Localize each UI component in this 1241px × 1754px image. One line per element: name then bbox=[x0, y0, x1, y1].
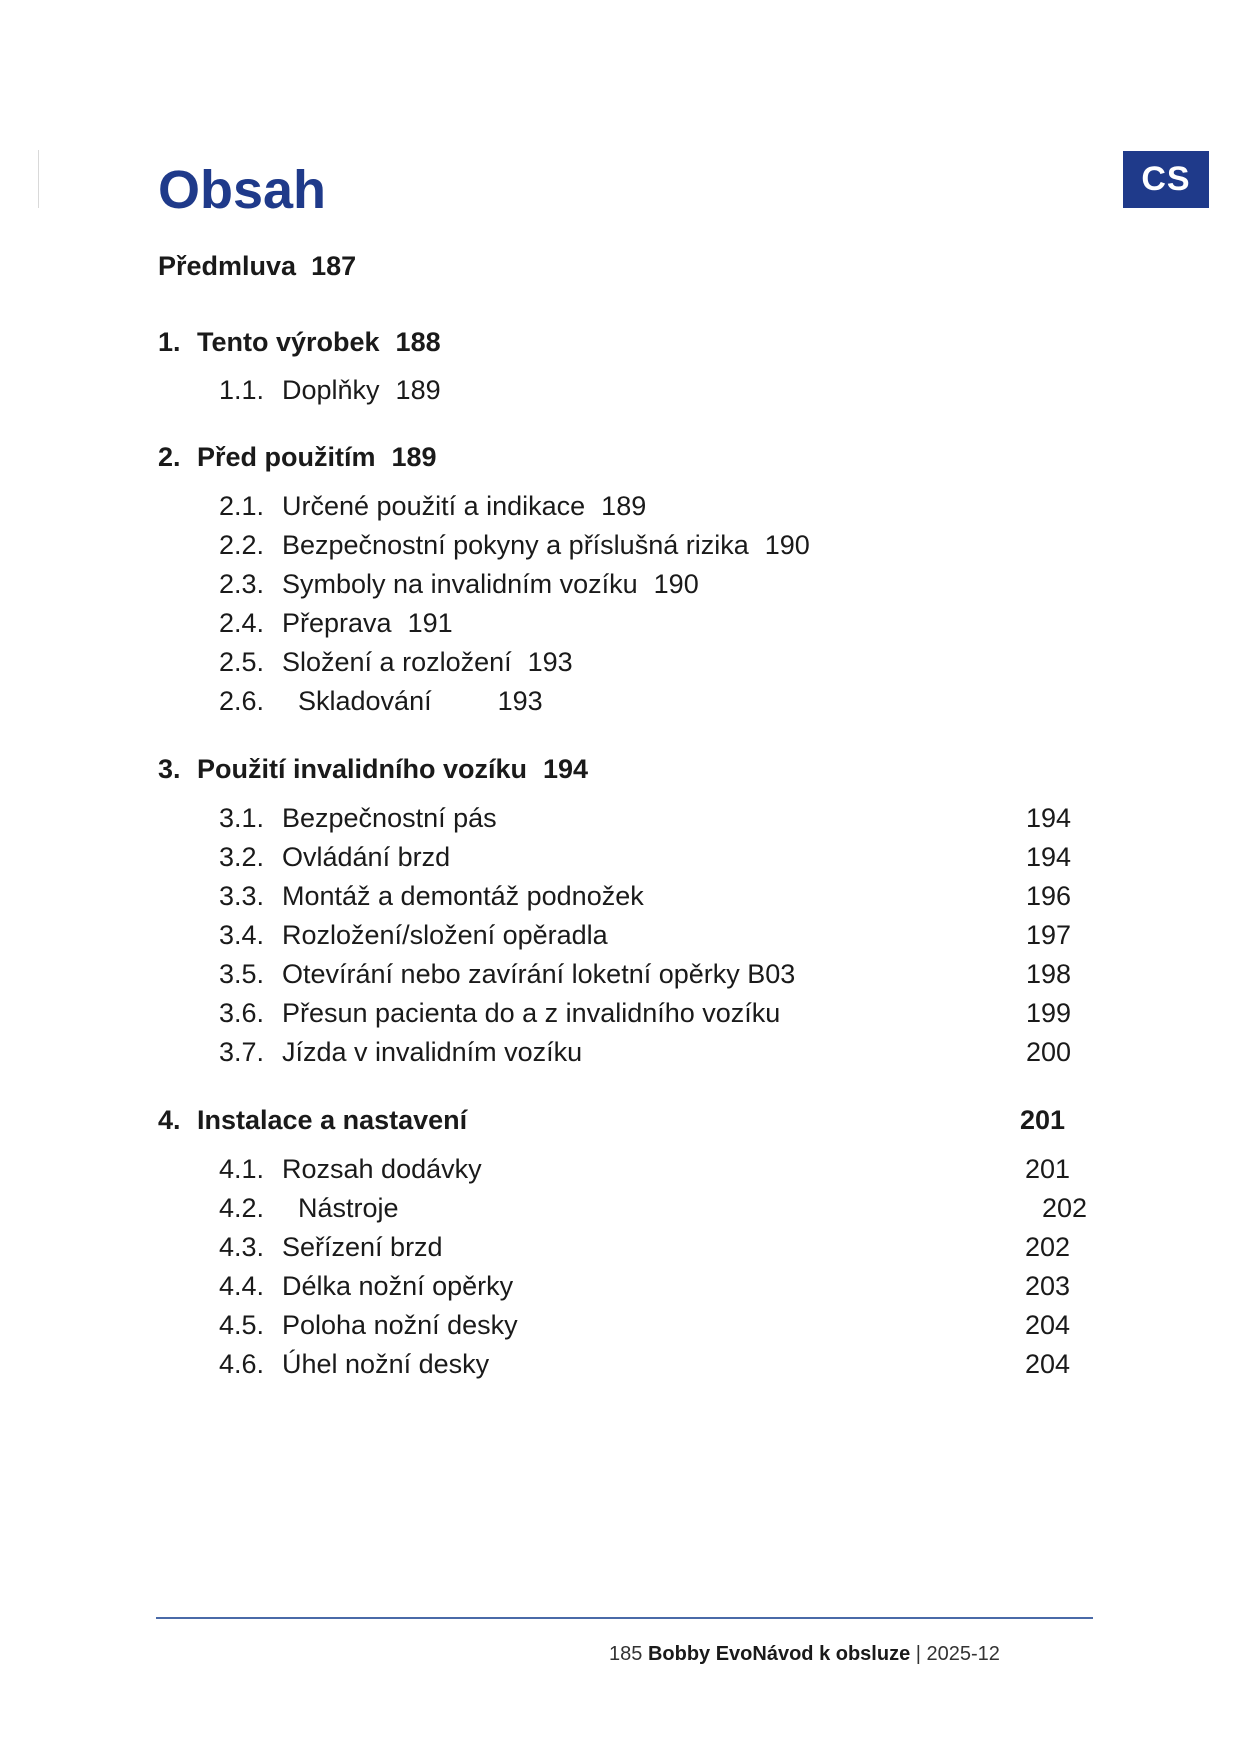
toc-entry-number: 2.3. bbox=[219, 569, 265, 599]
toc-entry-number: 4.3. bbox=[219, 1232, 265, 1262]
toc-entry-label: Otevírání nebo zavírání loketní opěrky B03 bbox=[282, 959, 796, 989]
toc-preface-page: 187 bbox=[311, 251, 357, 281]
toc-entry-label: Montáž a demontáž podnožek bbox=[282, 881, 644, 911]
toc-chapter-2[interactable] bbox=[158, 438, 437, 476]
toc-chapter-page: 189 bbox=[391, 442, 437, 472]
toc-entry-4-5[interactable] bbox=[219, 1306, 1075, 1344]
toc-entry-number: 3.7. bbox=[219, 1037, 265, 1067]
toc-entry-page: 190 bbox=[764, 530, 810, 560]
toc-entry-page: 197 bbox=[1026, 920, 1072, 950]
toc-entry-3-1[interactable] bbox=[219, 799, 1075, 837]
toc-entry-1-1[interactable] bbox=[219, 371, 441, 409]
toc-entry-label: Jízda v invalidním vozíku bbox=[282, 1037, 583, 1067]
toc-entry-3-4[interactable] bbox=[219, 916, 1075, 954]
toc-entry-3-6[interactable] bbox=[219, 994, 1075, 1032]
toc-entry-page: 199 bbox=[1026, 998, 1072, 1028]
toc-entry-label: Nástroje bbox=[298, 1193, 399, 1223]
toc-entry-number: 2.2. bbox=[219, 530, 265, 560]
toc-entry-page: 201 bbox=[1025, 1154, 1071, 1184]
toc-entry-number: 4.2. bbox=[219, 1193, 265, 1223]
toc-entry-label: Rozložení/složení opěradla bbox=[282, 920, 608, 950]
footer-product-name: Bobby Evo bbox=[647, 1643, 753, 1665]
toc-entry-label: Rozsah dodávky bbox=[282, 1154, 482, 1184]
margin-mark bbox=[38, 150, 39, 208]
toc-entry-4-3[interactable] bbox=[219, 1228, 1075, 1266]
toc-entry-label: Přesun pacienta do a z invalidního vozíku bbox=[282, 998, 781, 1028]
toc-entry-label: Délka nožní opěrky bbox=[282, 1271, 514, 1301]
toc-entry-page: 202 bbox=[1025, 1232, 1071, 1262]
toc-entry-label: Skladování bbox=[298, 686, 432, 716]
toc-chapter-number: 4. bbox=[158, 1105, 181, 1135]
toc-entry-3-7[interactable] bbox=[219, 1033, 1075, 1071]
toc-entry-number: 3.3. bbox=[219, 881, 265, 911]
toc-entry-2-3[interactable] bbox=[219, 565, 699, 603]
toc-entry-2-1[interactable] bbox=[219, 487, 646, 525]
page-title: Obsah bbox=[158, 160, 327, 220]
toc-entry-page: 189 bbox=[395, 375, 441, 405]
toc-entry-label: Přeprava bbox=[282, 608, 392, 638]
toc-chapter-page: 201 bbox=[1020, 1105, 1066, 1135]
toc-entry-label: Úhel nožní desky bbox=[282, 1349, 490, 1379]
toc-preface-label: Předmluva bbox=[158, 251, 297, 281]
toc-entry-page: 194 bbox=[1026, 842, 1072, 872]
toc-entry-number: 4.4. bbox=[219, 1271, 265, 1301]
toc-entry-label: Složení a rozložení bbox=[282, 647, 512, 677]
toc-entry-number: 2.6. bbox=[219, 686, 265, 716]
toc-entry-page: 190 bbox=[653, 569, 699, 599]
toc-entry-number: 4.5. bbox=[219, 1310, 265, 1340]
toc-chapter-label: Tento výrobek bbox=[197, 327, 380, 357]
toc-chapter-number: 3. bbox=[158, 754, 181, 784]
toc-entry-page: 203 bbox=[1025, 1271, 1071, 1301]
toc-entry-page: 204 bbox=[1025, 1310, 1071, 1340]
toc-entry-2-6[interactable] bbox=[219, 682, 543, 720]
footer-separator: | bbox=[915, 1643, 921, 1665]
toc-entry-page: 204 bbox=[1025, 1349, 1071, 1379]
toc-entry-number: 3.2. bbox=[219, 842, 265, 872]
toc-entry-3-3[interactable] bbox=[219, 877, 1075, 915]
toc-chapter-3[interactable] bbox=[158, 750, 588, 788]
toc-chapter-page: 194 bbox=[543, 754, 589, 784]
toc-chapter-4[interactable] bbox=[158, 1101, 1075, 1139]
toc-chapter-label: Použití invalidního vozíku bbox=[197, 754, 528, 784]
footer-page-number: 185 bbox=[609, 1643, 643, 1665]
toc-entry-number: 2.5. bbox=[219, 647, 265, 677]
toc-entry-number: 3.4. bbox=[219, 920, 265, 950]
language-badge: CS bbox=[1123, 151, 1209, 208]
toc-chapter-label: Instalace a nastavení bbox=[197, 1105, 468, 1135]
toc-entry-2-4[interactable] bbox=[219, 604, 453, 642]
toc-entry-label: Ovládání brzd bbox=[282, 842, 451, 872]
toc-entry-3-2[interactable] bbox=[219, 838, 1075, 876]
toc-entry-3-5[interactable] bbox=[219, 955, 1075, 993]
toc-entry-number: 3.6. bbox=[219, 998, 265, 1028]
toc-entry-label: Symboly na invalidním vozíku bbox=[282, 569, 638, 599]
toc-chapter-1[interactable] bbox=[158, 323, 441, 361]
toc-entry-label: Doplňky bbox=[282, 375, 380, 405]
toc-entry-page: 198 bbox=[1026, 959, 1072, 989]
toc-chapter-number: 1. bbox=[158, 327, 181, 357]
footer-date: 2025-12 bbox=[926, 1643, 1000, 1665]
toc-entry-page: 194 bbox=[1026, 803, 1072, 833]
toc-chapter-label: Před použitím bbox=[197, 442, 376, 472]
toc-preface-entry[interactable] bbox=[158, 247, 356, 285]
toc-entry-number: 4.1. bbox=[219, 1154, 265, 1184]
toc-entry-4-6[interactable] bbox=[219, 1345, 1075, 1383]
toc-entry-label: Určené použití a indikace bbox=[282, 491, 586, 521]
toc-entry-label: Seřízení brzd bbox=[282, 1232, 443, 1262]
toc-chapter-number: 2. bbox=[158, 442, 181, 472]
toc-entry-label: Bezpečnostní pokyny a příslušná rizika bbox=[282, 530, 749, 560]
toc-entry-label: Poloha nožní desky bbox=[282, 1310, 518, 1340]
toc-entry-number: 1.1. bbox=[219, 375, 265, 405]
toc-entry-page: 200 bbox=[1026, 1037, 1072, 1067]
toc-entry-4-1[interactable] bbox=[219, 1150, 1075, 1188]
toc-entry-number: 4.6. bbox=[219, 1349, 265, 1379]
toc-entry-label: Bezpečnostní pás bbox=[282, 803, 497, 833]
toc-entry-page: 193 bbox=[497, 686, 543, 716]
page-footer bbox=[609, 1640, 1000, 1668]
toc-entry-number: 2.1. bbox=[219, 491, 265, 521]
toc-entry-2-5[interactable] bbox=[219, 643, 573, 681]
footer-document-name: Návod k obsluze bbox=[752, 1643, 911, 1665]
toc-entry-page: 191 bbox=[407, 608, 453, 638]
toc-entry-number: 3.1. bbox=[219, 803, 265, 833]
toc-entry-2-2[interactable] bbox=[219, 526, 810, 564]
toc-chapter-page: 188 bbox=[395, 327, 441, 357]
toc-entry-page: 189 bbox=[601, 491, 647, 521]
toc-entry-page: 202 bbox=[1042, 1193, 1088, 1223]
toc-entry-number: 3.5. bbox=[219, 959, 265, 989]
footer-divider bbox=[156, 1617, 1093, 1619]
toc-entry-page: 196 bbox=[1026, 881, 1072, 911]
toc-entry-number: 2.4. bbox=[219, 608, 265, 638]
toc-entry-4-2[interactable] bbox=[219, 1189, 1092, 1227]
toc-entry-4-4[interactable] bbox=[219, 1267, 1075, 1305]
toc-entry-page: 193 bbox=[527, 647, 573, 677]
